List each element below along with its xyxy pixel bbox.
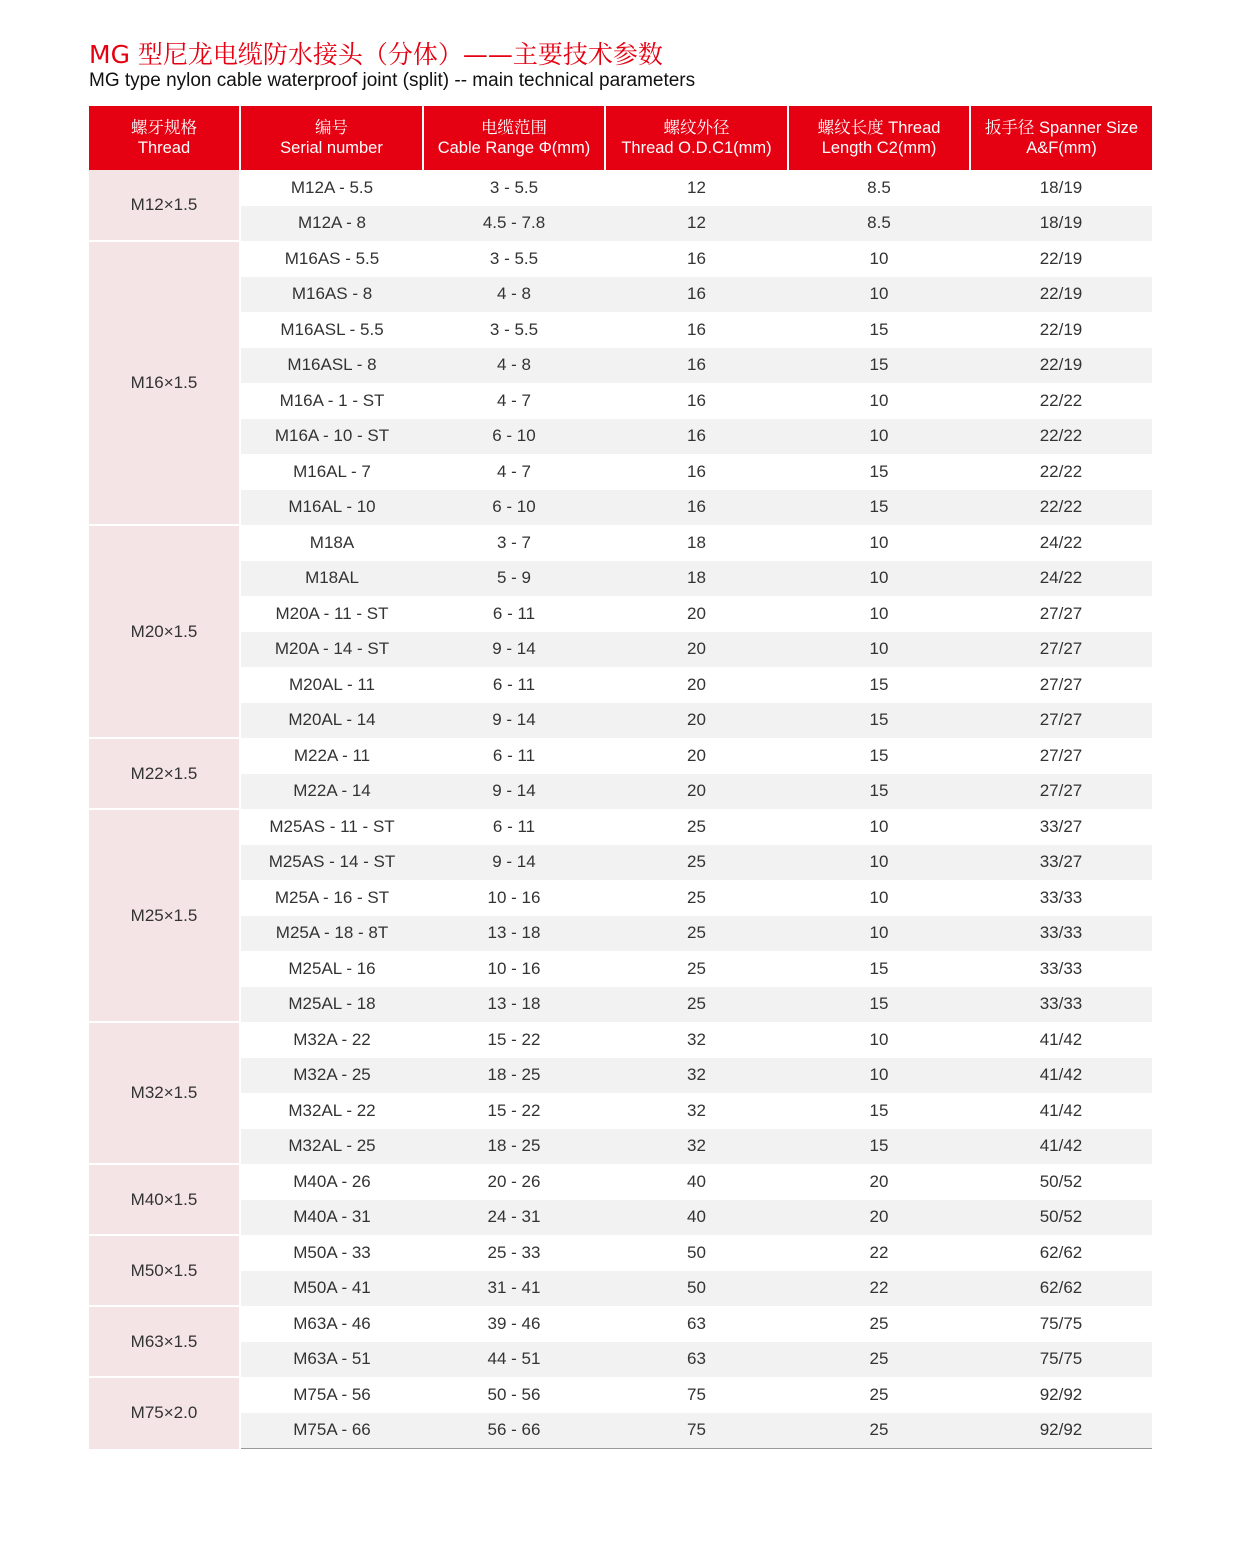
table-row [89, 312, 1152, 348]
spanner-size-cell: 24/22 [970, 525, 1152, 561]
spanner-size-cell: 50/52 [970, 1164, 1152, 1200]
spanner-size-cell: 33/27 [970, 809, 1152, 845]
serial-number-cell: M40A - 26 [240, 1164, 423, 1200]
header-label-en: A&F(mm) [1026, 139, 1097, 157]
table-row [89, 880, 1152, 916]
table-row [89, 738, 1152, 774]
thread-od-cell: 63 [605, 1306, 788, 1342]
thread-length-cell: 10 [788, 596, 970, 632]
thread-od-cell: 25 [605, 951, 788, 987]
spanner-size-cell: 41/42 [970, 1058, 1152, 1094]
technical-parameters-table [89, 106, 1152, 1449]
table-row [89, 987, 1152, 1023]
serial-number-cell: M22A - 11 [240, 738, 423, 774]
serial-number-cell: M63A - 51 [240, 1342, 423, 1378]
cable-range-cell: 10 - 16 [423, 880, 605, 916]
thread-length-cell: 10 [788, 880, 970, 916]
spanner-size-cell: 41/42 [970, 1129, 1152, 1165]
cable-range-cell: 15 - 22 [423, 1093, 605, 1129]
table-row [89, 277, 1152, 313]
table-header [89, 106, 1152, 170]
thread-od-cell: 32 [605, 1058, 788, 1094]
spanner-size-cell: 22/22 [970, 454, 1152, 490]
table-row [89, 1022, 1152, 1058]
spanner-size-cell: 22/19 [970, 312, 1152, 348]
header-label-en: Cable Range Φ(mm) [437, 139, 591, 157]
cable-range-cell: 18 - 25 [423, 1129, 605, 1165]
serial-number-cell: M16A - 1 - ST [240, 383, 423, 419]
spanner-size-cell: 27/27 [970, 632, 1152, 668]
cable-range-cell: 13 - 18 [423, 987, 605, 1023]
spanner-size-cell: 24/22 [970, 561, 1152, 597]
thread-length-cell: 10 [788, 419, 970, 455]
serial-number-cell: M25AS - 11 - ST [240, 809, 423, 845]
spanner-size-cell: 22/22 [970, 383, 1152, 419]
thread-od-cell: 50 [605, 1235, 788, 1271]
thread-length-cell: 10 [788, 845, 970, 881]
cable-range-cell: 50 - 56 [423, 1377, 605, 1413]
serial-number-cell: M75A - 66 [240, 1413, 423, 1449]
table-row [89, 1058, 1152, 1094]
thread-od-cell: 20 [605, 667, 788, 703]
thread-od-cell: 16 [605, 383, 788, 419]
table-row [89, 241, 1152, 277]
serial-number-cell: M25AL - 18 [240, 987, 423, 1023]
spanner-size-cell: 27/27 [970, 596, 1152, 632]
table-row [89, 916, 1152, 952]
cable-range-cell: 6 - 10 [423, 490, 605, 526]
thread-od-cell: 20 [605, 774, 788, 810]
thread-length-cell: 8.5 [788, 170, 970, 206]
thread-length-cell: 10 [788, 525, 970, 561]
serial-number-cell: M16A - 10 - ST [240, 419, 423, 455]
table-row [89, 454, 1152, 490]
cable-range-cell: 18 - 25 [423, 1058, 605, 1094]
cable-range-cell: 3 - 7 [423, 525, 605, 561]
spanner-size-cell: 27/27 [970, 774, 1152, 810]
spanner-size-cell: 33/33 [970, 880, 1152, 916]
spanner-size-cell: 22/19 [970, 241, 1152, 277]
table-row [89, 1342, 1152, 1378]
serial-number-cell: M18A [240, 525, 423, 561]
header-cable-range [423, 106, 605, 170]
serial-number-cell: M50A - 41 [240, 1271, 423, 1307]
spanner-size-cell: 22/19 [970, 277, 1152, 313]
spanner-size-cell: 75/75 [970, 1306, 1152, 1342]
serial-number-cell: M32A - 22 [240, 1022, 423, 1058]
thread-spec-cell: M40×1.5 [89, 1164, 240, 1235]
serial-number-cell: M32A - 25 [240, 1058, 423, 1094]
cable-range-cell: 4 - 8 [423, 348, 605, 384]
cable-range-cell: 5 - 9 [423, 561, 605, 597]
spanner-size-cell: 41/42 [970, 1022, 1152, 1058]
thread-length-cell: 15 [788, 738, 970, 774]
thread-spec-cell: M50×1.5 [89, 1235, 240, 1306]
spanner-size-cell: 22/22 [970, 490, 1152, 526]
thread-od-cell: 40 [605, 1200, 788, 1236]
thread-length-cell: 25 [788, 1377, 970, 1413]
spanner-size-cell: 22/22 [970, 419, 1152, 455]
serial-number-cell: M25AS - 14 - ST [240, 845, 423, 881]
table-body [89, 170, 1152, 1449]
table-row [89, 1271, 1152, 1307]
thread-od-cell: 16 [605, 490, 788, 526]
page-subtitle: MG type nylon cable waterproof joint (split) -- main technical parameters [89, 70, 696, 91]
serial-number-cell: M12A - 5.5 [240, 170, 423, 206]
table-row [89, 348, 1152, 384]
serial-number-cell: M20A - 11 - ST [240, 596, 423, 632]
header-label-cn: 螺纹长度 Thread [817, 119, 941, 137]
cable-range-cell: 24 - 31 [423, 1200, 605, 1236]
table-row [89, 1377, 1152, 1413]
table-row [89, 419, 1152, 455]
cable-range-cell: 6 - 11 [423, 596, 605, 632]
spanner-size-cell: 62/62 [970, 1235, 1152, 1271]
thread-spec-cell: M75×2.0 [89, 1377, 240, 1449]
table-row [89, 703, 1152, 739]
header-label-en: Length C2(mm) [821, 139, 937, 157]
serial-number-cell: M20AL - 11 [240, 667, 423, 703]
thread-od-cell: 25 [605, 809, 788, 845]
thread-length-cell: 15 [788, 312, 970, 348]
cable-range-cell: 10 - 16 [423, 951, 605, 987]
table-row [89, 206, 1152, 242]
thread-spec-cell: M16×1.5 [89, 241, 240, 525]
thread-length-cell: 22 [788, 1271, 970, 1307]
thread-length-cell: 25 [788, 1306, 970, 1342]
spanner-size-cell: 33/33 [970, 987, 1152, 1023]
thread-od-cell: 32 [605, 1093, 788, 1129]
thread-od-cell: 16 [605, 454, 788, 490]
table-row [89, 383, 1152, 419]
cable-range-cell: 39 - 46 [423, 1306, 605, 1342]
cable-range-cell: 9 - 14 [423, 774, 605, 810]
cable-range-cell: 9 - 14 [423, 632, 605, 668]
table-row [89, 951, 1152, 987]
thread-od-cell: 25 [605, 987, 788, 1023]
header-label-cn: 扳手径 Spanner Size [984, 119, 1139, 137]
header-label-cn: 编号 [315, 119, 348, 137]
spanner-size-cell: 41/42 [970, 1093, 1152, 1129]
serial-number-cell: M22A - 14 [240, 774, 423, 810]
table-row [89, 1235, 1152, 1271]
cable-range-cell: 3 - 5.5 [423, 170, 605, 206]
spanner-size-cell: 27/27 [970, 667, 1152, 703]
header-label-cn: 螺牙规格 [131, 119, 197, 137]
thread-length-cell: 15 [788, 454, 970, 490]
table-row [89, 596, 1152, 632]
cable-range-cell: 6 - 11 [423, 809, 605, 845]
header-thread-od [605, 106, 788, 170]
cable-range-cell: 44 - 51 [423, 1342, 605, 1378]
thread-od-cell: 75 [605, 1413, 788, 1449]
thread-length-cell: 25 [788, 1342, 970, 1378]
cable-range-cell: 6 - 11 [423, 667, 605, 703]
cable-range-cell: 56 - 66 [423, 1413, 605, 1449]
thread-length-cell: 10 [788, 916, 970, 952]
table-row [89, 809, 1152, 845]
thread-length-cell: 10 [788, 277, 970, 313]
spanner-size-cell: 18/19 [970, 170, 1152, 206]
spanner-size-cell: 27/27 [970, 738, 1152, 774]
thread-od-cell: 20 [605, 738, 788, 774]
spanner-size-cell: 92/92 [970, 1413, 1152, 1449]
thread-length-cell: 20 [788, 1164, 970, 1200]
header-thread-length [788, 106, 970, 170]
thread-length-cell: 15 [788, 951, 970, 987]
spanner-size-cell: 33/33 [970, 916, 1152, 952]
thread-length-cell: 10 [788, 383, 970, 419]
thread-length-cell: 15 [788, 1093, 970, 1129]
thread-length-cell: 15 [788, 1129, 970, 1165]
thread-length-cell: 10 [788, 809, 970, 845]
thread-od-cell: 25 [605, 916, 788, 952]
serial-number-cell: M25A - 16 - ST [240, 880, 423, 916]
header-label-cn: 螺纹外径 [663, 119, 730, 137]
serial-number-cell: M75A - 56 [240, 1377, 423, 1413]
thread-od-cell: 18 [605, 525, 788, 561]
thread-length-cell: 25 [788, 1413, 970, 1449]
thread-od-cell: 12 [605, 206, 788, 242]
spanner-size-cell: 75/75 [970, 1342, 1152, 1378]
table-row [89, 525, 1152, 561]
thread-length-cell: 15 [788, 667, 970, 703]
serial-number-cell: M40A - 31 [240, 1200, 423, 1236]
thread-length-cell: 20 [788, 1200, 970, 1236]
thread-length-cell: 10 [788, 1058, 970, 1094]
thread-length-cell: 10 [788, 1022, 970, 1058]
cable-range-cell: 3 - 5.5 [423, 241, 605, 277]
thread-od-cell: 25 [605, 845, 788, 881]
thread-od-cell: 20 [605, 703, 788, 739]
table-row [89, 1164, 1152, 1200]
serial-number-cell: M16AS - 5.5 [240, 241, 423, 277]
serial-number-cell: M63A - 46 [240, 1306, 423, 1342]
thread-length-cell: 10 [788, 632, 970, 668]
serial-number-cell: M32AL - 22 [240, 1093, 423, 1129]
serial-number-cell: M32AL - 25 [240, 1129, 423, 1165]
thread-spec-cell: M32×1.5 [89, 1022, 240, 1164]
table-row [89, 1093, 1152, 1129]
table-row [89, 632, 1152, 668]
serial-number-cell: M20A - 14 - ST [240, 632, 423, 668]
header-label-cn: 电缆范围 [481, 119, 547, 137]
serial-number-cell: M50A - 33 [240, 1235, 423, 1271]
table-row [89, 561, 1152, 597]
thread-od-cell: 16 [605, 419, 788, 455]
header-thread [89, 106, 240, 170]
thread-od-cell: 32 [605, 1129, 788, 1165]
thread-spec-cell: M20×1.5 [89, 525, 240, 738]
thread-od-cell: 63 [605, 1342, 788, 1378]
thread-spec-cell: M63×1.5 [89, 1306, 240, 1377]
cable-range-cell: 4 - 8 [423, 277, 605, 313]
thread-od-cell: 12 [605, 170, 788, 206]
cable-range-cell: 4.5 - 7.8 [423, 206, 605, 242]
cable-range-cell: 4 - 7 [423, 383, 605, 419]
thread-od-cell: 16 [605, 348, 788, 384]
thread-od-cell: 20 [605, 596, 788, 632]
cable-range-cell: 4 - 7 [423, 454, 605, 490]
spanner-size-cell: 33/27 [970, 845, 1152, 881]
header-row [89, 106, 1152, 170]
thread-od-cell: 20 [605, 632, 788, 668]
thread-od-cell: 75 [605, 1377, 788, 1413]
cable-range-cell: 6 - 10 [423, 419, 605, 455]
thread-length-cell: 15 [788, 987, 970, 1023]
serial-number-cell: M16ASL - 5.5 [240, 312, 423, 348]
serial-number-cell: M16ASL - 8 [240, 348, 423, 384]
table-row [89, 1200, 1152, 1236]
thread-length-cell: 15 [788, 774, 970, 810]
cable-range-cell: 6 - 11 [423, 738, 605, 774]
thread-length-cell: 8.5 [788, 206, 970, 242]
cable-range-cell: 31 - 41 [423, 1271, 605, 1307]
thread-spec-cell: M12×1.5 [89, 170, 240, 241]
thread-od-cell: 16 [605, 312, 788, 348]
serial-number-cell: M25A - 18 - 8T [240, 916, 423, 952]
cable-range-cell: 25 - 33 [423, 1235, 605, 1271]
header-label-en: Thread O.D.C1(mm) [621, 139, 772, 157]
table-row [89, 667, 1152, 703]
spanner-size-cell: 50/52 [970, 1200, 1152, 1236]
spanner-size-cell: 22/19 [970, 348, 1152, 384]
serial-number-cell: M16AL - 10 [240, 490, 423, 526]
header-spanner-size [970, 106, 1152, 170]
table-row [89, 1413, 1152, 1449]
thread-od-cell: 25 [605, 880, 788, 916]
thread-length-cell: 15 [788, 490, 970, 526]
thread-length-cell: 22 [788, 1235, 970, 1271]
cable-range-cell: 13 - 18 [423, 916, 605, 952]
thread-od-cell: 16 [605, 241, 788, 277]
cable-range-cell: 9 - 14 [423, 703, 605, 739]
cable-range-cell: 3 - 5.5 [423, 312, 605, 348]
spanner-size-cell: 18/19 [970, 206, 1152, 242]
serial-number-cell: M20AL - 14 [240, 703, 423, 739]
thread-spec-cell: M25×1.5 [89, 809, 240, 1022]
page-title: MG 型尼龙电缆防水接头（分体）——主要技术参数 [89, 40, 663, 69]
table-row [89, 1129, 1152, 1165]
cable-range-cell: 20 - 26 [423, 1164, 605, 1200]
thread-length-cell: 15 [788, 348, 970, 384]
table-row [89, 490, 1152, 526]
spanner-size-cell: 27/27 [970, 703, 1152, 739]
thread-od-cell: 32 [605, 1022, 788, 1058]
table-row [89, 774, 1152, 810]
spanner-size-cell: 62/62 [970, 1271, 1152, 1307]
header-serial-number [240, 106, 423, 170]
cable-range-cell: 15 - 22 [423, 1022, 605, 1058]
thread-length-cell: 15 [788, 703, 970, 739]
serial-number-cell: M12A - 8 [240, 206, 423, 242]
thread-od-cell: 18 [605, 561, 788, 597]
table-row [89, 845, 1152, 881]
serial-number-cell: M25AL - 16 [240, 951, 423, 987]
thread-spec-cell: M22×1.5 [89, 738, 240, 809]
spanner-size-cell: 92/92 [970, 1377, 1152, 1413]
cable-range-cell: 9 - 14 [423, 845, 605, 881]
spanner-size-cell: 33/33 [970, 951, 1152, 987]
serial-number-cell: M18AL [240, 561, 423, 597]
thread-length-cell: 10 [788, 561, 970, 597]
thread-od-cell: 50 [605, 1271, 788, 1307]
table-row [89, 1306, 1152, 1342]
table-row [89, 170, 1152, 206]
thread-od-cell: 40 [605, 1164, 788, 1200]
header-label-en: Serial number [280, 139, 383, 157]
thread-od-cell: 16 [605, 277, 788, 313]
header-label-en: Thread [137, 139, 191, 157]
thread-length-cell: 10 [788, 241, 970, 277]
serial-number-cell: M16AL - 7 [240, 454, 423, 490]
serial-number-cell: M16AS - 8 [240, 277, 423, 313]
